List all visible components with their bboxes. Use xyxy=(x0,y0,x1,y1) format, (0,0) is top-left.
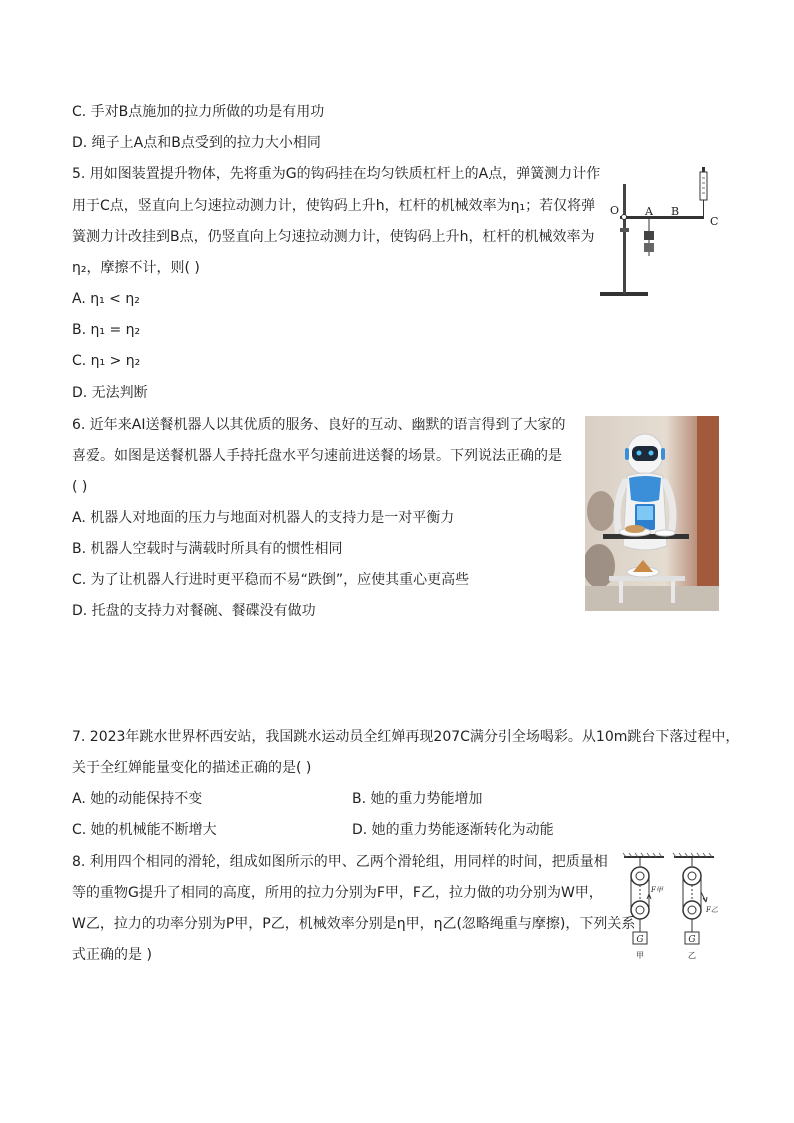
q4-option-c: C. 手对B点施加的拉力所做的功是有用功 xyxy=(72,104,325,120)
q7-option-b: B. 她的重力势能增加 xyxy=(352,791,483,807)
label-b: B xyxy=(671,205,680,218)
q6-option-c: C. 为了让机器人行进时更平稳而不易“跌倒”，应使其重心更高些 xyxy=(72,572,470,588)
q8-stem-line-1: 8. 利用四个相同的滑轮，组成如图所示的甲、乙两个滑轮组，用同样的时间，把质量相 xyxy=(72,854,608,870)
force-left-label: F甲 xyxy=(651,886,663,894)
q5-option-b: B. η₁ = η₂ xyxy=(72,322,141,338)
q5-stem-line-4: η₂，摩擦不计，则( ) xyxy=(72,260,200,276)
hook-weight-1 xyxy=(644,231,654,240)
q6-stem-line-3: ( ) xyxy=(72,479,88,495)
q4-option-d: D. 绳子上A点和B点受到的拉力大小相同 xyxy=(72,135,321,151)
lever-bar xyxy=(620,216,704,219)
label-c: C xyxy=(710,215,719,228)
pole-clamp xyxy=(620,228,629,232)
q5-option-c: C. η₁ > η₂ xyxy=(72,353,141,369)
q7-option-c: C. 她的机械能不断增大 xyxy=(72,822,217,838)
q8-stem-line-4: 式正确的是 ) xyxy=(72,947,152,963)
q8-stem-line-2: 等的重物G提升了相同的高度，所用的拉力分别为F甲，F乙，拉力做的功分别为W甲， xyxy=(72,885,603,901)
q6-option-a: A. 机器人对地面的压力与地面对机器人的支持力是一对平衡力 xyxy=(72,510,455,526)
q6-stem-line-2: 喜爱。如图是送餐机器人手持托盘水平匀速前进送餐的场景。下列说法正确的是 xyxy=(72,448,562,464)
hook-weight-2 xyxy=(644,243,654,252)
q6-stem-line-1: 6. 近年来AI送餐机器人以其优质的服务、良好的互动、幽默的语言得到了大家的 xyxy=(72,417,566,433)
q7-stem-line-1: 7. 2023年跳水世界杯西安站，我国跳水运动员全红婵再现207C满分引全场喝彩。从10m跳台下落过程中， xyxy=(72,729,740,745)
pulley-system-figure xyxy=(618,852,730,964)
weight-right-label: G xyxy=(688,935,696,945)
q5-stem-line-2: 用于C点，竖直向上匀速拉动测力计，使钩码上升h，杠杆的机械效率为η₁；若仅将弹 xyxy=(72,198,596,214)
spring-scale xyxy=(700,172,707,200)
q7-option-a: A. 她的动能保持不变 xyxy=(72,791,203,807)
weight-left-label: G xyxy=(636,935,644,945)
q5-stem-line-1: 5. 用如图装置提升物体，先将重为G的钩码挂在均匀铁质杠杆上的A点，弹簧测力计作 xyxy=(72,166,601,182)
label-a: A xyxy=(645,205,653,218)
system-left-name: 甲 xyxy=(636,951,644,960)
pivot-point xyxy=(622,215,627,220)
robot-waiter-photo xyxy=(585,416,719,611)
q5-option-a: A. η₁ < η₂ xyxy=(72,291,140,307)
system-right-name: 乙 xyxy=(688,951,696,960)
q7-option-d: D. 她的重力势能逐渐转化为动能 xyxy=(352,822,554,838)
q5-option-d: D. 无法判断 xyxy=(72,385,148,401)
stand-pole xyxy=(623,184,626,294)
q8-stem-line-3: W乙，拉力的功率分别为P甲，P乙，机械效率分别是η甲，η乙(忽略绳重与摩擦)，下列关系 xyxy=(72,916,636,932)
q7-stem-line-2: 关于全红婵能量变化的描述正确的是( ) xyxy=(72,760,312,776)
lever-apparatus-figure xyxy=(596,164,726,304)
force-right-label: F乙 xyxy=(706,906,718,914)
brick-wall xyxy=(697,416,719,611)
q6-option-b: B. 机器人空载时与满载时所具有的惯性相同 xyxy=(72,541,343,557)
q6-option-d: D. 托盘的支持力对餐碗、餐碟没有做功 xyxy=(72,603,316,619)
q5-stem-line-3: 簧测力计改挂到B点，仍竖直向上匀速拉动测力计，使钩码上升h，杠杆的机械效率为 xyxy=(72,229,595,245)
label-o: O xyxy=(610,204,620,217)
